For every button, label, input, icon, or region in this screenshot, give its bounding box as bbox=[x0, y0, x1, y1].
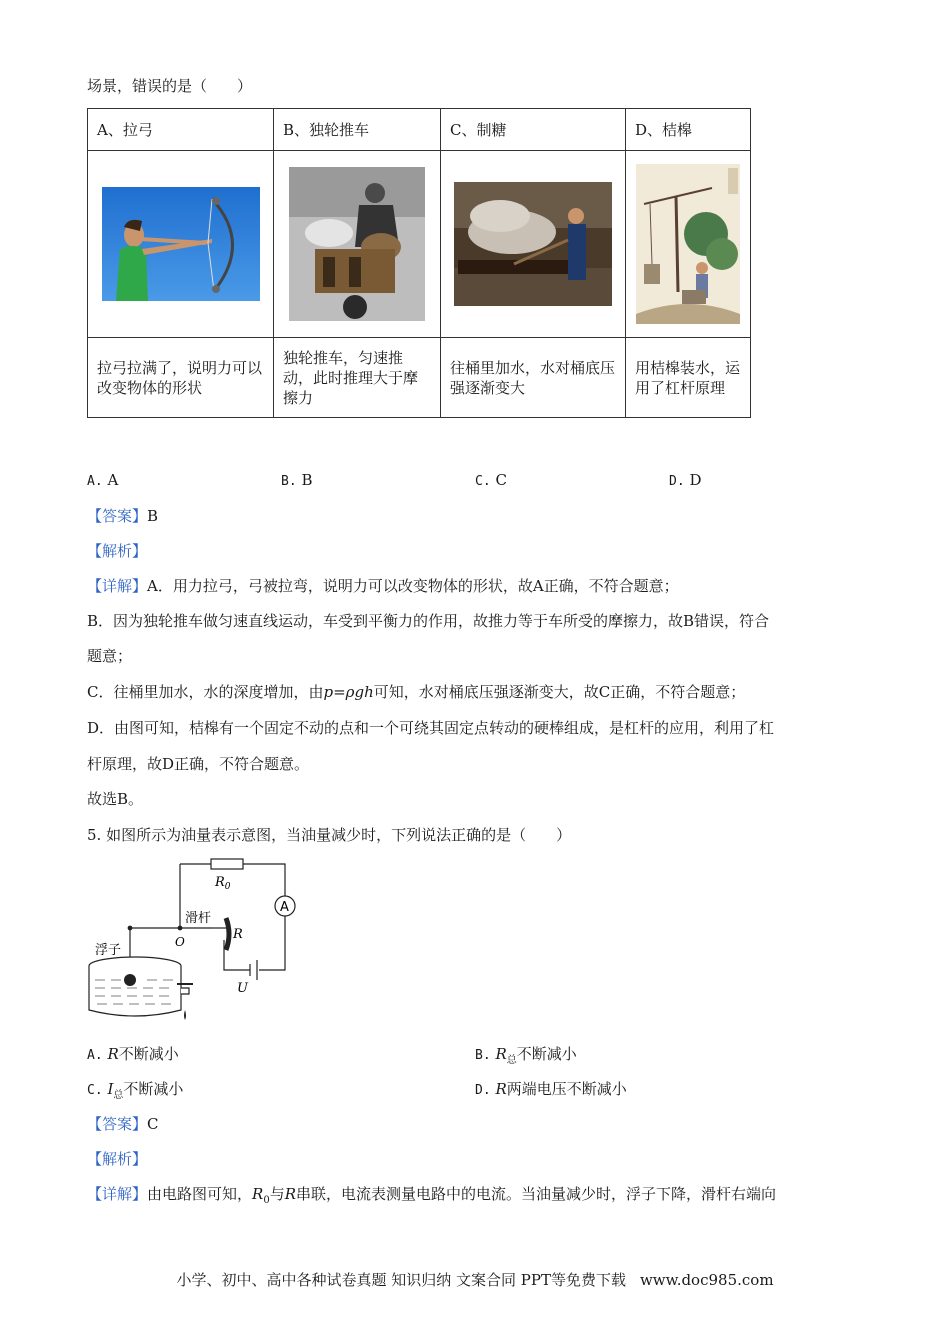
q4-detail-b-line2: 题意； bbox=[87, 647, 133, 665]
footer-text: 小学、初中、高中各种试卷真题 知识归纳 文案合同 PPT等免费下载 bbox=[176, 1271, 626, 1289]
q4-detail-c bbox=[87, 681, 745, 703]
q5-detail-r0: R bbox=[252, 1185, 264, 1203]
q5-option-d-text: 两端电压不断减小 bbox=[506, 1080, 627, 1098]
q5-option-a-text: 不断减小 bbox=[118, 1045, 179, 1063]
q5-answer bbox=[87, 1113, 159, 1135]
page-footer bbox=[0, 1269, 950, 1291]
q5-answer-tag: 【答案】 bbox=[87, 1115, 148, 1133]
shadoof-drawing bbox=[636, 164, 740, 324]
q5-option-b-sub: 总 bbox=[506, 1055, 517, 1066]
q5-option-b-var: R bbox=[495, 1045, 507, 1063]
q4-detail-a bbox=[87, 575, 679, 597]
q5-analysis-tag-text: 【解析】 bbox=[87, 1150, 148, 1168]
q4-option-a-label: A. bbox=[87, 474, 103, 489]
q5-option-b-text: 不断减小 bbox=[516, 1045, 577, 1063]
wheelbarrow-photo bbox=[289, 167, 425, 321]
q5-detail-r: R bbox=[284, 1185, 297, 1203]
q5-option-b bbox=[475, 1043, 577, 1072]
q4-option-d-label: D. bbox=[669, 474, 685, 489]
option-d-description: 用桔槔装水，运用了杠杆原理 bbox=[626, 338, 751, 418]
q4-option-b bbox=[281, 469, 312, 493]
q4-option-a-text: A bbox=[107, 471, 119, 489]
q5-option-a bbox=[87, 1043, 179, 1067]
q4-detail-a-text: A．用力拉弓，弓被拉弯，说明力可以改变物体的形状，故A正确，不符合题意； bbox=[147, 577, 679, 595]
option-a-description: 拉弓拉满了，说明力可以改变物体的形状 bbox=[88, 338, 274, 418]
q4-answer bbox=[87, 505, 158, 527]
q5-detail-r0-sub: 0 bbox=[263, 1195, 270, 1206]
q4-detail-tag: 【详解】 bbox=[87, 577, 148, 595]
q4-analysis-tag-text: 【解析】 bbox=[87, 542, 148, 560]
q4-detail-c-pre: C．往桶里加水，水的深度增加，由 bbox=[87, 683, 324, 701]
option-c-image-cell bbox=[441, 151, 626, 338]
option-c-description: 往桶里加水，水对桶底压强逐渐变大 bbox=[441, 338, 626, 418]
oil-gauge-circuit-diagram bbox=[87, 856, 302, 1026]
question-4-table bbox=[87, 108, 751, 418]
q4-option-a bbox=[87, 469, 118, 493]
q5-detail-tag: 【详解】 bbox=[87, 1185, 148, 1203]
q4-conclusion: 故选B。 bbox=[87, 790, 144, 808]
option-c-header: C、制糖 bbox=[441, 109, 626, 151]
q4-option-c bbox=[475, 469, 507, 493]
diagram-r-label: R bbox=[233, 927, 243, 942]
option-d-image-cell bbox=[626, 151, 751, 338]
q5-option-c-sub: 总 bbox=[113, 1090, 124, 1101]
q4-answer-tag: 【答案】 bbox=[87, 507, 148, 525]
q5-option-c-label: C. bbox=[87, 1083, 103, 1098]
option-d-header: D、桔槔 bbox=[626, 109, 751, 151]
q4-option-c-label: C. bbox=[475, 474, 491, 489]
q4-detail-d-line1: D．由图可知，桔槔有一个固定不动的点和一个可绕其固定点转动的硬棒组成，是杠杆的应用，利用了杠 bbox=[87, 719, 775, 737]
q5-detail-pre: 由电路图可知， bbox=[147, 1185, 253, 1203]
diagram-pivot-label: O bbox=[175, 935, 185, 949]
footer-url[interactable]: www.doc985.com bbox=[639, 1271, 774, 1289]
diagram-float-label: 浮子 bbox=[95, 943, 122, 958]
option-b-image-cell bbox=[274, 151, 441, 338]
q4-option-b-text: B bbox=[301, 471, 313, 489]
diagram-r0-label: $R_0$ bbox=[215, 875, 231, 892]
q5-option-b-label: B. bbox=[475, 1048, 491, 1063]
diagram-voltage-label: U bbox=[237, 981, 248, 996]
q5-option-d-label: D. bbox=[475, 1083, 491, 1098]
q5-option-c bbox=[87, 1078, 183, 1107]
q5-analysis-tag bbox=[87, 1148, 147, 1170]
q4-option-c-text: C bbox=[495, 471, 507, 489]
option-a-header: A、拉弓 bbox=[88, 109, 274, 151]
q4-detail-d-line2: 杆原理，故D正确，不符合题意。 bbox=[87, 755, 310, 773]
q5-option-c-var: I bbox=[107, 1080, 114, 1098]
question-4-intro-tail: 场景，错误的是（ ） bbox=[87, 77, 253, 95]
q4-option-d bbox=[669, 469, 701, 493]
q5-answer-value: C bbox=[147, 1115, 159, 1133]
q4-detail-c-post: 可知，水对桶底压强逐渐变大，故C正确，不符合题意； bbox=[373, 683, 746, 701]
diagram-ammeter-label: A bbox=[280, 900, 289, 915]
option-b-description: 独轮推车，匀速推动，此时推理大于摩擦力 bbox=[274, 338, 441, 418]
question-5-stem: 5. 如图所示为油量表示意图，当油量减少时，下列说法正确的是（ ） bbox=[87, 826, 572, 844]
q5-detail-mid: 与 bbox=[269, 1185, 285, 1203]
q4-detail-b-line1: B．因为独轮推车做匀速直线运动，车受到平衡力的作用，故推力等于车所受的摩擦力，故B错误，符合 bbox=[87, 612, 770, 630]
q4-analysis-tag bbox=[87, 540, 147, 562]
option-a-image-cell bbox=[88, 151, 274, 338]
q4-detail-c-formula: p=ρgh bbox=[323, 683, 374, 701]
q5-option-d bbox=[475, 1078, 627, 1102]
archer-photo bbox=[102, 187, 260, 301]
diagram-rod-label: 滑杆 bbox=[185, 911, 212, 926]
q5-option-c-text: 不断减小 bbox=[123, 1080, 184, 1098]
q5-detail-post: 串联，电流表测量电路中的电流。当油量减少时，浮子下降，滑杆右端向 bbox=[296, 1185, 777, 1203]
sugar-making-photo bbox=[454, 182, 612, 306]
option-b-header: B、独轮推车 bbox=[274, 109, 441, 151]
q5-option-d-var: R bbox=[495, 1080, 507, 1098]
q5-option-a-var: R bbox=[107, 1045, 119, 1063]
q4-answer-value: B bbox=[147, 507, 159, 525]
q5-option-a-label: A. bbox=[87, 1048, 103, 1063]
q4-option-b-label: B. bbox=[281, 474, 297, 489]
q5-detail bbox=[87, 1183, 776, 1212]
q4-option-d-text: D bbox=[689, 471, 702, 489]
